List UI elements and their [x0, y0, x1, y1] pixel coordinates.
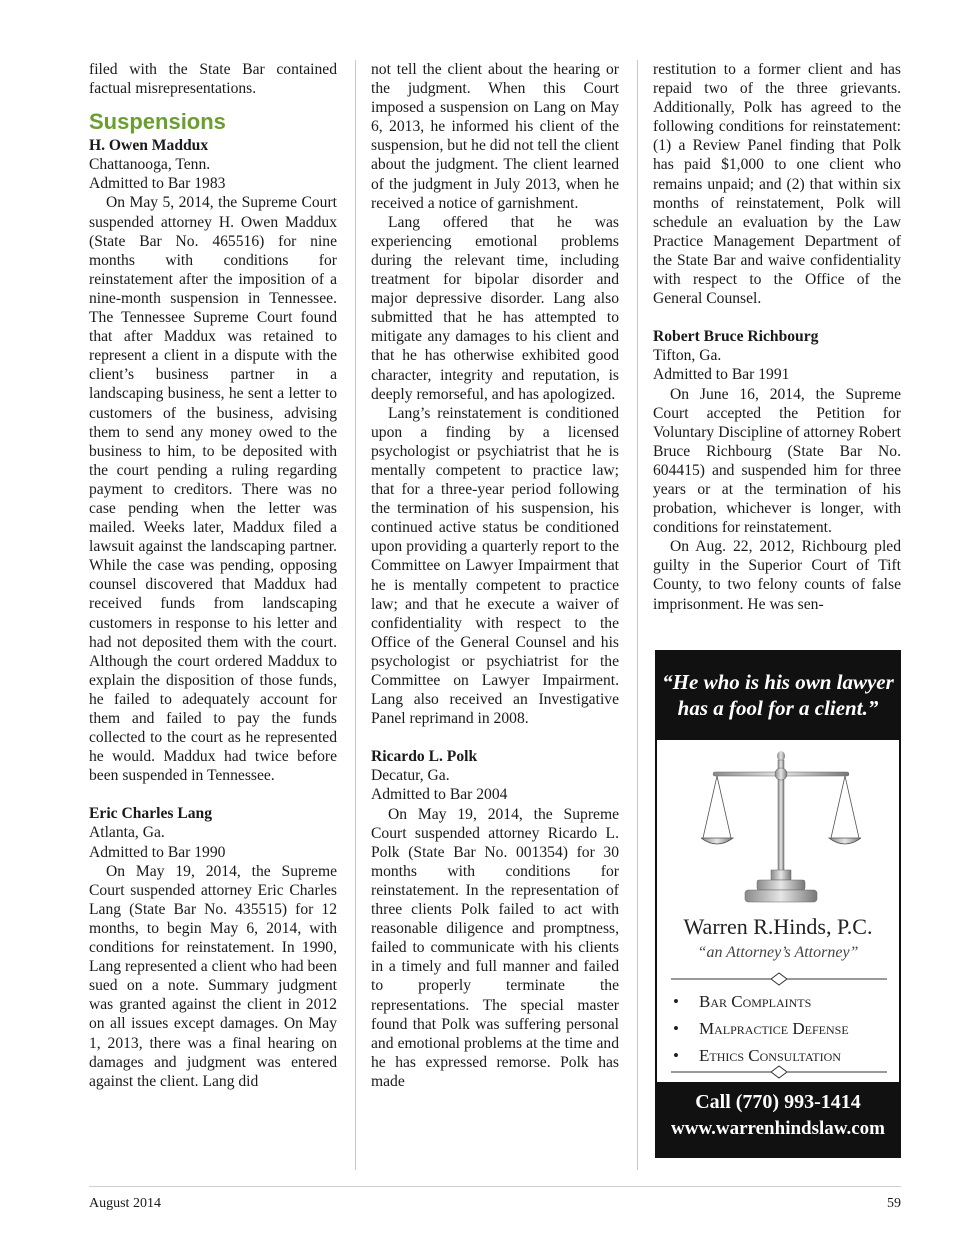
ad-service-item: • Malpractice Defense: [673, 1019, 849, 1038]
law-firm-advertisement: [655, 650, 901, 1158]
entry-body: On May 5, 2014, the Supreme Court suspended attorney H. Owen Maddux (State Bar No. 465516) for nine months with conditions for reinstatement after the imposition of a nine-month suspension in Tennessee. The Tennessee Supreme Court found that after Maddux was retained to represent a client in a dispute with the client’s business partner in a landscaping business, he sent a letter to customers of the business, advising them to send any money owed to the business to him, to be deposited with the court pending a ruling regarding payment to creditors. There was no case pending when the letter was mailed. Weeks later, Maddux filed a lawsuit against the landscaping partner. While the case was pending, opposing counsel discovered that Maddux had received funds from landscaping customers in response to his letter and had not deposited them with the court. Although the court ordered Maddux to explain the disposition of those funds, he failed to adequately account for them and failed to pay the funds collected to the court as he represented he would. Maddux had twice before been suspended in Tennessee.: [89, 194, 337, 785]
admitted-year: Admitted to Bar 2004: [371, 786, 508, 804]
column-rule: [355, 60, 356, 1170]
attorney-name: Ricardo L. Polk: [371, 748, 478, 766]
entry-body: Lang’s reinstatement is conditioned upon a finding by a licensed psychologist or psychiatrist that he is mentally competent to practice law; that for a three-year period following the termination of his suspension, his continued active status be conditioned upon providing a quarterly report to the Committee on Lawyer Impairment that he is mentally competent to practice law; and that he execute a waiver of confidentiality with respect to the Office of the General Counsel and his psychologist or psychiatrist for the Committee on Lawyer Impairment. Lang also received an Investigative Panel reprimand in 2008.: [371, 404, 619, 728]
entry-body: Lang offered that he was experiencing emotional problems during the relevant time, including treatment for bipolar disorder and major depressive disorder. Lang also submitted that he has attempted to mitigate any damages to his client and that he has otherwise exhibited good character, integrity and reputation, is deeply remorseful, and has apologized.: [371, 213, 619, 403]
footer-rule: [89, 1186, 901, 1187]
ad-service-item: • Ethics Consultation: [673, 1046, 841, 1065]
ornamental-divider: [671, 972, 887, 986]
attorney-name: H. Owen Maddux: [89, 137, 209, 155]
admitted-year: Admitted to Bar 1983: [89, 175, 226, 193]
entry-body: On Aug. 22, 2012, Richbourg pled guilty in the Superior Court of Tift County, to two felony counts of false imprisonment. He was sen-: [653, 538, 901, 613]
ad-quote: [657, 652, 899, 740]
column-2: [371, 60, 619, 1091]
ad-quote-line: “He who is his own lawyer: [662, 670, 894, 694]
entry-body: On June 16, 2014, the Supreme Court accepted the Petition for Voluntary Discipline of attorney Robert Bruce Richbourg (State Bar No. 604415) and suspended him for three years or at the termination of his probation, whichever is longer, with conditions for reinstatement.: [653, 385, 901, 537]
attorney-location: Decatur, Ga.: [371, 767, 450, 785]
ad-phone: Call (770) 993-1414: [695, 1091, 861, 1113]
continued-paragraph: restitution to a former client and has repaid two of the three grievants. Additionally, Polk has agreed to the following conditions for reinstatement: (1) a Review Panel finding that Polk has paid $1,000 to one client who remains unpaid; and (2) that within six months of reinstatement, Polk will schedule an evaluation by the Law Practice Management Department of the State Bar and waive confidentiality with respect to the Office of the General Counsel.: [653, 61, 901, 308]
ad-contact-block: [657, 1082, 899, 1156]
ornamental-divider: [671, 1065, 887, 1079]
column-1: [89, 60, 337, 1091]
attorney-location: Chattanooga, Tenn.: [89, 156, 211, 174]
attorney-location: Atlanta, Ga.: [89, 824, 165, 842]
ad-service-item: • Bar Complaints: [673, 992, 812, 1011]
admitted-year: Admitted to Bar 1990: [89, 843, 226, 861]
page-number: 59: [887, 1196, 901, 1211]
ad-firm-name: Warren R.Hinds, P.C.: [683, 914, 873, 939]
ad-quote-line: has a fool for a client.”: [677, 696, 879, 720]
admitted-year: Admitted to Bar 1991: [653, 366, 790, 384]
scales-of-justice-icon: [701, 750, 861, 910]
issue-date: August 2014: [89, 1196, 161, 1211]
attorney-location: Tifton, Ga.: [653, 347, 722, 365]
continued-paragraph: not tell the client about the hearing or the judgment. When this Court imposed a suspension on Lang on May 6, 2013, he informed his client of the suspension, but he did not tell the client about the judgment. The client learned of the judgment in July 2013, when he received a notice of garnishment.: [371, 61, 619, 212]
entry-body: On May 19, 2014, the Supreme Court suspended attorney Eric Charles Lang (State Bar No. 435515) for 12 months, to begin May 6, 2014, with conditions for reinstatement. In 1990, Lang represented a client who had been sued on a note. Summary judgment was granted against the client in 2012 on all issues except damages. On May 1, 2013, there was a final hearing on damages and judgment was entered against the client. Lang did: [89, 862, 337, 1090]
attorney-name: Robert Bruce Richbourg: [653, 328, 819, 346]
section-title: Suspensions: [89, 109, 226, 135]
ad-tagline: “an Attorney’s Attorney”: [697, 944, 859, 961]
attorney-name: Eric Charles Lang: [89, 805, 213, 823]
entry-body: On May 19, 2014, the Supreme Court suspended attorney Ricardo L. Polk (State Bar No. 001354) for 30 months with conditions for reinstatement. In the representation of three clients Polk failed to act with reasonable diligence and promptness, failed to communicate with his clients in a timely and full manner and failed to properly terminate the representations. The special master found that Polk was suffering personal and emotional problems at the time and he has expressed remorse. Polk has made: [371, 805, 619, 1090]
column-rule: [637, 60, 638, 1170]
ad-website: www.warrenhindslaw.com: [671, 1118, 885, 1139]
column-3: [653, 60, 901, 614]
ad-services-list: [673, 988, 849, 1069]
continued-paragraph: filed with the State Bar contained factual misrepresentations.: [89, 61, 337, 98]
